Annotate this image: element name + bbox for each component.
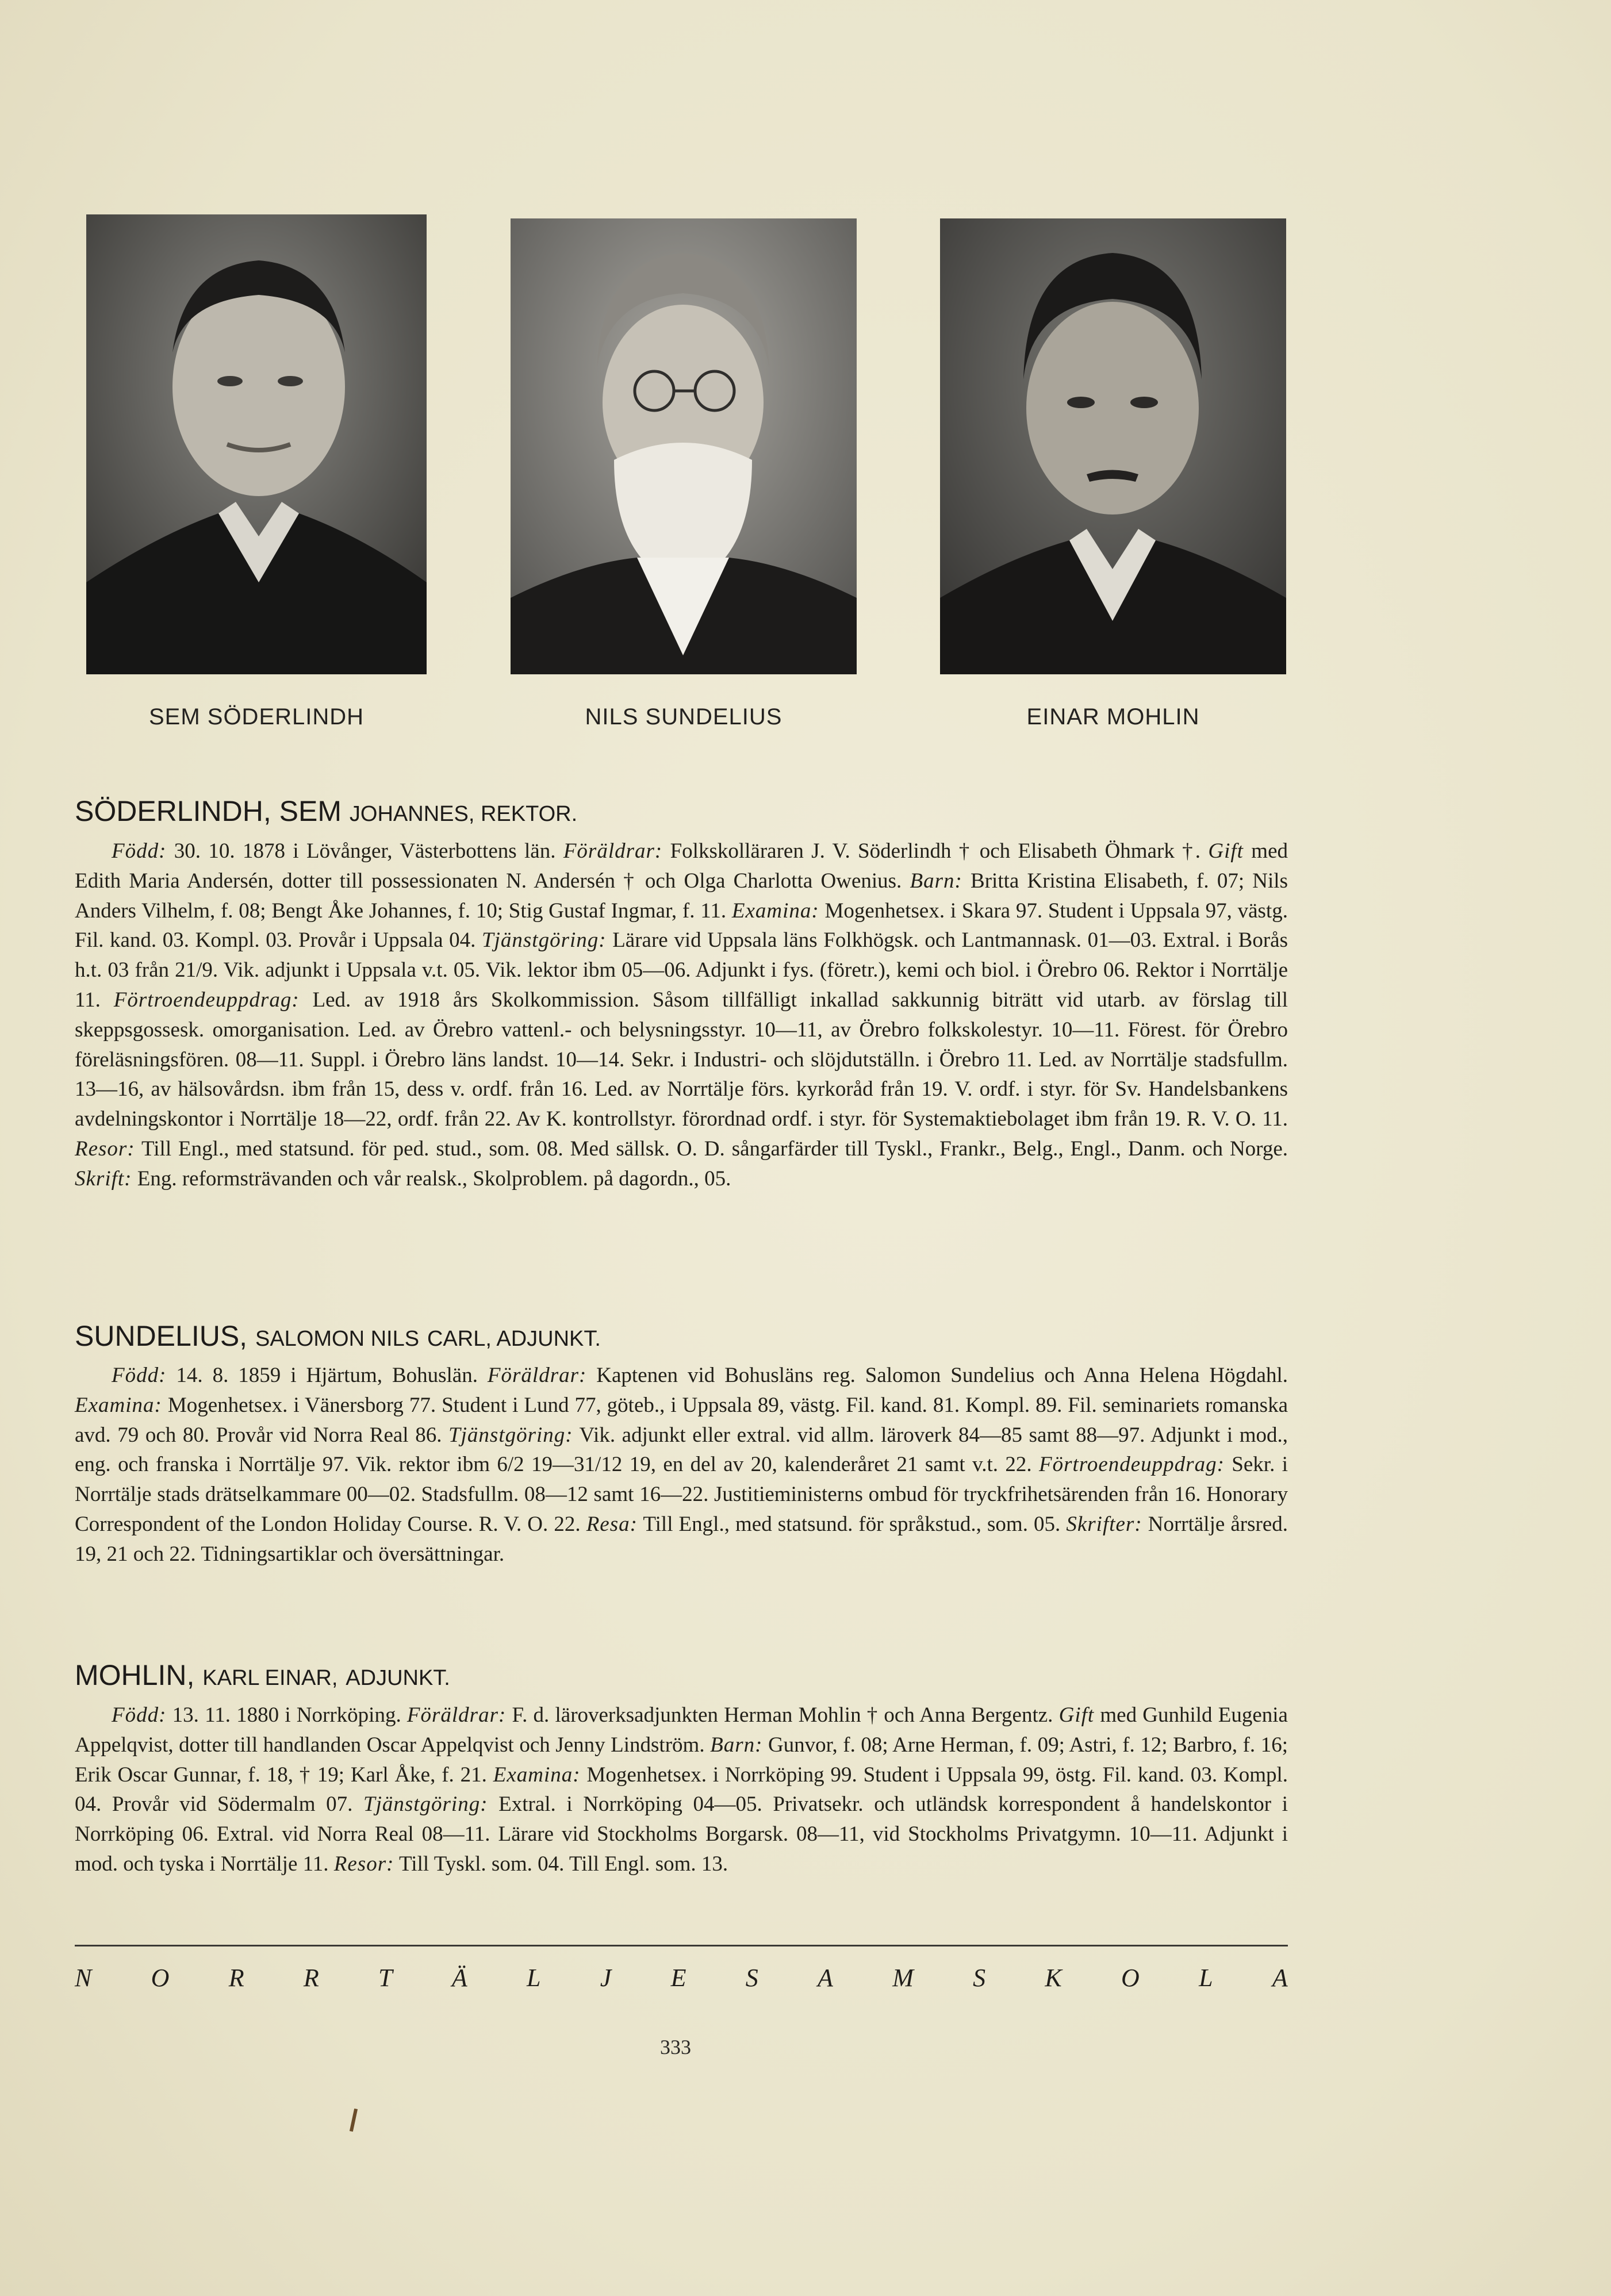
field-text: Till Engl., med statsund. för språkstud., som. 05.: [637, 1512, 1067, 1536]
entry-title-rest: CARL, ADJUNKT.: [427, 1327, 601, 1351]
portrait-sundelius: [511, 218, 857, 674]
field-text: Till Tyskl. som. 04. Till Engl. som. 13.: [394, 1852, 728, 1876]
footer-letter: L: [526, 1964, 541, 1992]
field-label: Barn:: [910, 869, 962, 893]
field-label: Barn:: [710, 1733, 763, 1757]
field-label: Född:: [112, 1703, 167, 1727]
portrait-mohlin: [940, 218, 1286, 674]
field-text: Eng. reformsträvanden och vår realsk., Skolproblem. på dagordn., 05.: [132, 1166, 731, 1191]
field-label: Född:: [112, 839, 167, 863]
field-text: 13. 11. 1880 i Norrköping.: [166, 1703, 407, 1727]
field-text: Kaptenen vid Bohusläns reg. Salomon Sundelius och Anna Helena Högdahl.: [586, 1364, 1288, 1387]
footer-letter: S: [973, 1964, 986, 1992]
field-text: Vik. adjunkt eller extral. vid allm. läroverk 84—85 samt 88—97. Adjunkt i mod., eng. och franska i Norrtälje 97. Vik. rektor ibm 6/2 19—31/12 19, en del av 20, kalenderåret 21 samt v.t. 22.: [75, 1423, 1288, 1477]
entry-firstname: KARL EINAR,: [202, 1666, 338, 1690]
footer-letter: Ä: [451, 1964, 467, 1992]
field-text: Mogenhetsex. i Norrköping 99. Student i Uppsala 99, östg. Fil. kand. 03. Kompl. 04. Provår vid Södermalm 07.: [75, 1763, 1288, 1817]
footer-letter: S: [745, 1964, 758, 1992]
ink-speck: [350, 2109, 358, 2132]
field-label: Skrift:: [75, 1166, 132, 1191]
footer-letter: O: [151, 1964, 170, 1992]
entry-surname: SUNDELIUS,: [75, 1320, 248, 1352]
field-text: Mogenhetsex. i Vänersborg 77. Student i Lund 77, göteb., i Uppsala 89, västg. Fil. kand. 81. Kompl. 89. Fil. seminariets romanska avd. 79 och 80. Provår vid Norra Real 86.: [75, 1393, 1288, 1447]
field-text: Sekr. i Norrtälje stads drätselkammare 00—02. Stadsfullm. 08—12 samt 16—22. Justitieministerns ombud för tryckfrihetsärenden från 16. Honorary Correspondent of the London Holiday Course. R. V. O. 22.: [75, 1453, 1288, 1536]
footer-letter: O: [1121, 1964, 1140, 1992]
field-label: Skrifter:: [1066, 1512, 1142, 1536]
field-label: Gift: [1208, 839, 1244, 863]
entry-heading-soderlindh: [75, 794, 577, 828]
entry-body-mohlin: [75, 1700, 1288, 1879]
field-text: Mogenhetsex. i Skara 97. Student i Uppsala 97, västg. Fil. kand. 03. Kompl. 03. Provår i Uppsala 04.: [75, 899, 1288, 953]
entry-title-rest: ADJUNKT.: [346, 1666, 450, 1690]
field-text: med Gunhild Eugenia Appelqvist, dotter till handlanden Oscar Appelqvist och Jenny Lindström.: [75, 1703, 1288, 1757]
field-text: Norrtälje årsred. 19, 21 och 22. Tidningsartiklar och översättningar.: [75, 1512, 1288, 1566]
field-text: Led. av 1918 års Skolkommission. Såsom tillfälligt inkallad sakkunnig biträtt vid utarb. av förslag till skeppsgossesk. omorganisation. Led. av Örebro vattenl.- och belysningsstyr. 10—11, av Örebro folkskolestyr. 10—11. Förest. för Örebro föreläsningsfören. 08—11. Suppl. i Örebro läns landst. 10—14. Sekr. i Industri- och slöjdutställn. i Örebro 11. Led. av Norrtälje stadsfullm. 13—16, av hälsovårdsn. ibm från 15, dess v. ordf. från 16. Led. av Norrtälje förs. kyrkoråd från 19. V. ordf. i styr. för Sv. Handelsbankens avdelningskontor i Norrtälje 18—22, ordf. från 22. Av K. kontrollstyr. förordnad ordf. i styr. för Systemaktiebolaget ibm från 19. R. V. O. 11.: [75, 988, 1288, 1131]
page-number: 333: [660, 2036, 691, 2059]
field-label: Förtroendeuppdrag:: [1039, 1453, 1225, 1477]
footer-letter: N: [75, 1964, 92, 1992]
footer-letter: L: [1199, 1964, 1213, 1992]
footer-letter: A: [818, 1964, 833, 1992]
field-text: Folkskolläraren J. V. Söderlindh † och Elisabeth Öhmark †.: [662, 839, 1209, 863]
field-text: 14. 8. 1859 i Hjärtum, Bohuslän.: [166, 1364, 488, 1387]
field-label: Resor:: [333, 1852, 394, 1876]
entry-title-rest: JOHANNES, REKTOR.: [349, 802, 578, 826]
portrait-soderlindh: [86, 214, 427, 674]
field-text: Lärare vid Uppsala läns Folkhögsk. och Lantmannask. 01—03. Extral. i Borås h.t. 03 från 21/9. Vik. adjunkt i Uppsala v.t. 05. Vik. lektor ibm 05—06. Adjunkt i fys. (företr.), kemi och biol. i Örebro 06. Rektor i Norrtälje 11.: [75, 928, 1288, 1012]
field-label: Tjänstgöring:: [363, 1792, 488, 1817]
field-text: 30. 10. 1878 i Lövånger, Västerbottens län.: [166, 839, 563, 863]
footer-letter: A: [1272, 1964, 1288, 1992]
footer-letter: R: [303, 1964, 319, 1992]
field-label: Examina:: [731, 899, 819, 923]
entry-body-soderlindh: [75, 836, 1288, 1194]
field-label: Föräldrar:: [487, 1364, 587, 1387]
footer-letter: J: [600, 1964, 612, 1992]
field-label: Tjänstgöring:: [482, 928, 607, 953]
entry-firstname: SEM: [279, 795, 342, 827]
field-label: Tjänstgöring:: [448, 1423, 573, 1447]
caption-sundelius: NILS SUNDELIUS: [585, 704, 783, 730]
field-text: Gunvor, f. 08; Arne Herman, f. 09; Astri, f. 12; Barbro, f. 16; Erik Oscar Gunnar, f. 18, † 19; Karl Åke, f. 21.: [75, 1733, 1288, 1787]
footer-rule: [75, 1945, 1288, 1946]
field-label: Född:: [112, 1364, 167, 1387]
portrait-sundelius-image: [511, 218, 857, 674]
field-label: Resor:: [75, 1137, 135, 1161]
portrait-soderlindh-image: [86, 214, 427, 674]
footer-letter: K: [1045, 1964, 1062, 1992]
field-text: Extral. i Norrköping 04—05. Privatsekr. och utländsk korrespondent å handelskontor i Norrköping 06. Extral. vid Norra Real 08—11. Lärare vid Stockholms Borgarsk. 08—11, vid Stockholms Privatgymn. 10—11. Adjunkt i mod. och tyska i Norrtälje 11.: [75, 1792, 1288, 1876]
footer-letter: M: [892, 1964, 914, 1992]
portrait-mohlin-image: [940, 218, 1286, 674]
entry-surname: MOHLIN,: [75, 1659, 195, 1691]
footer-title: [75, 1963, 1288, 1992]
footer-letter: E: [670, 1964, 686, 1992]
field-text: Britta Kristina Elisabeth, f. 07; Nils Anders Vilhelm, f. 08; Bengt Åke Johannes, f. 10; Stig Gustaf Ingmar, f. 11.: [75, 869, 1288, 923]
entry-body-sundelius: [75, 1361, 1288, 1569]
field-text: med Edith Maria Andersén, dotter till possessionaten N. Andersén † och Olga Charlotta Owenius.: [75, 839, 1288, 893]
entry-firstname: SALOMON NILS: [255, 1327, 420, 1351]
caption-mohlin: EINAR MOHLIN: [1026, 704, 1200, 730]
field-label: Föräldrar:: [563, 839, 663, 863]
field-label: Föräldrar:: [406, 1703, 507, 1727]
field-label: Förtroendeuppdrag:: [113, 988, 300, 1012]
footer-letter: R: [228, 1964, 244, 1992]
footer-letter: T: [378, 1964, 393, 1992]
caption-soderlindh: SEM SÖDERLINDH: [148, 704, 365, 730]
entry-heading-mohlin: [75, 1658, 450, 1692]
entry-surname: SÖDERLINDH,: [75, 795, 271, 827]
field-label: Examina:: [493, 1763, 581, 1787]
entry-heading-sundelius: [75, 1319, 601, 1353]
field-text: Till Engl., med statsund. för ped. stud., som. 08. Med sällsk. O. D. sångarfärder till Tyskl., Frankr., Belg., Engl., Danm. och Norge.: [135, 1137, 1288, 1161]
field-text: F. d. läroverksadjunkten Herman Mohlin † och Anna Bergentz.: [506, 1703, 1059, 1727]
field-label: Gift: [1058, 1703, 1095, 1727]
field-label: Examina:: [75, 1393, 162, 1417]
field-label: Resa:: [586, 1512, 638, 1536]
